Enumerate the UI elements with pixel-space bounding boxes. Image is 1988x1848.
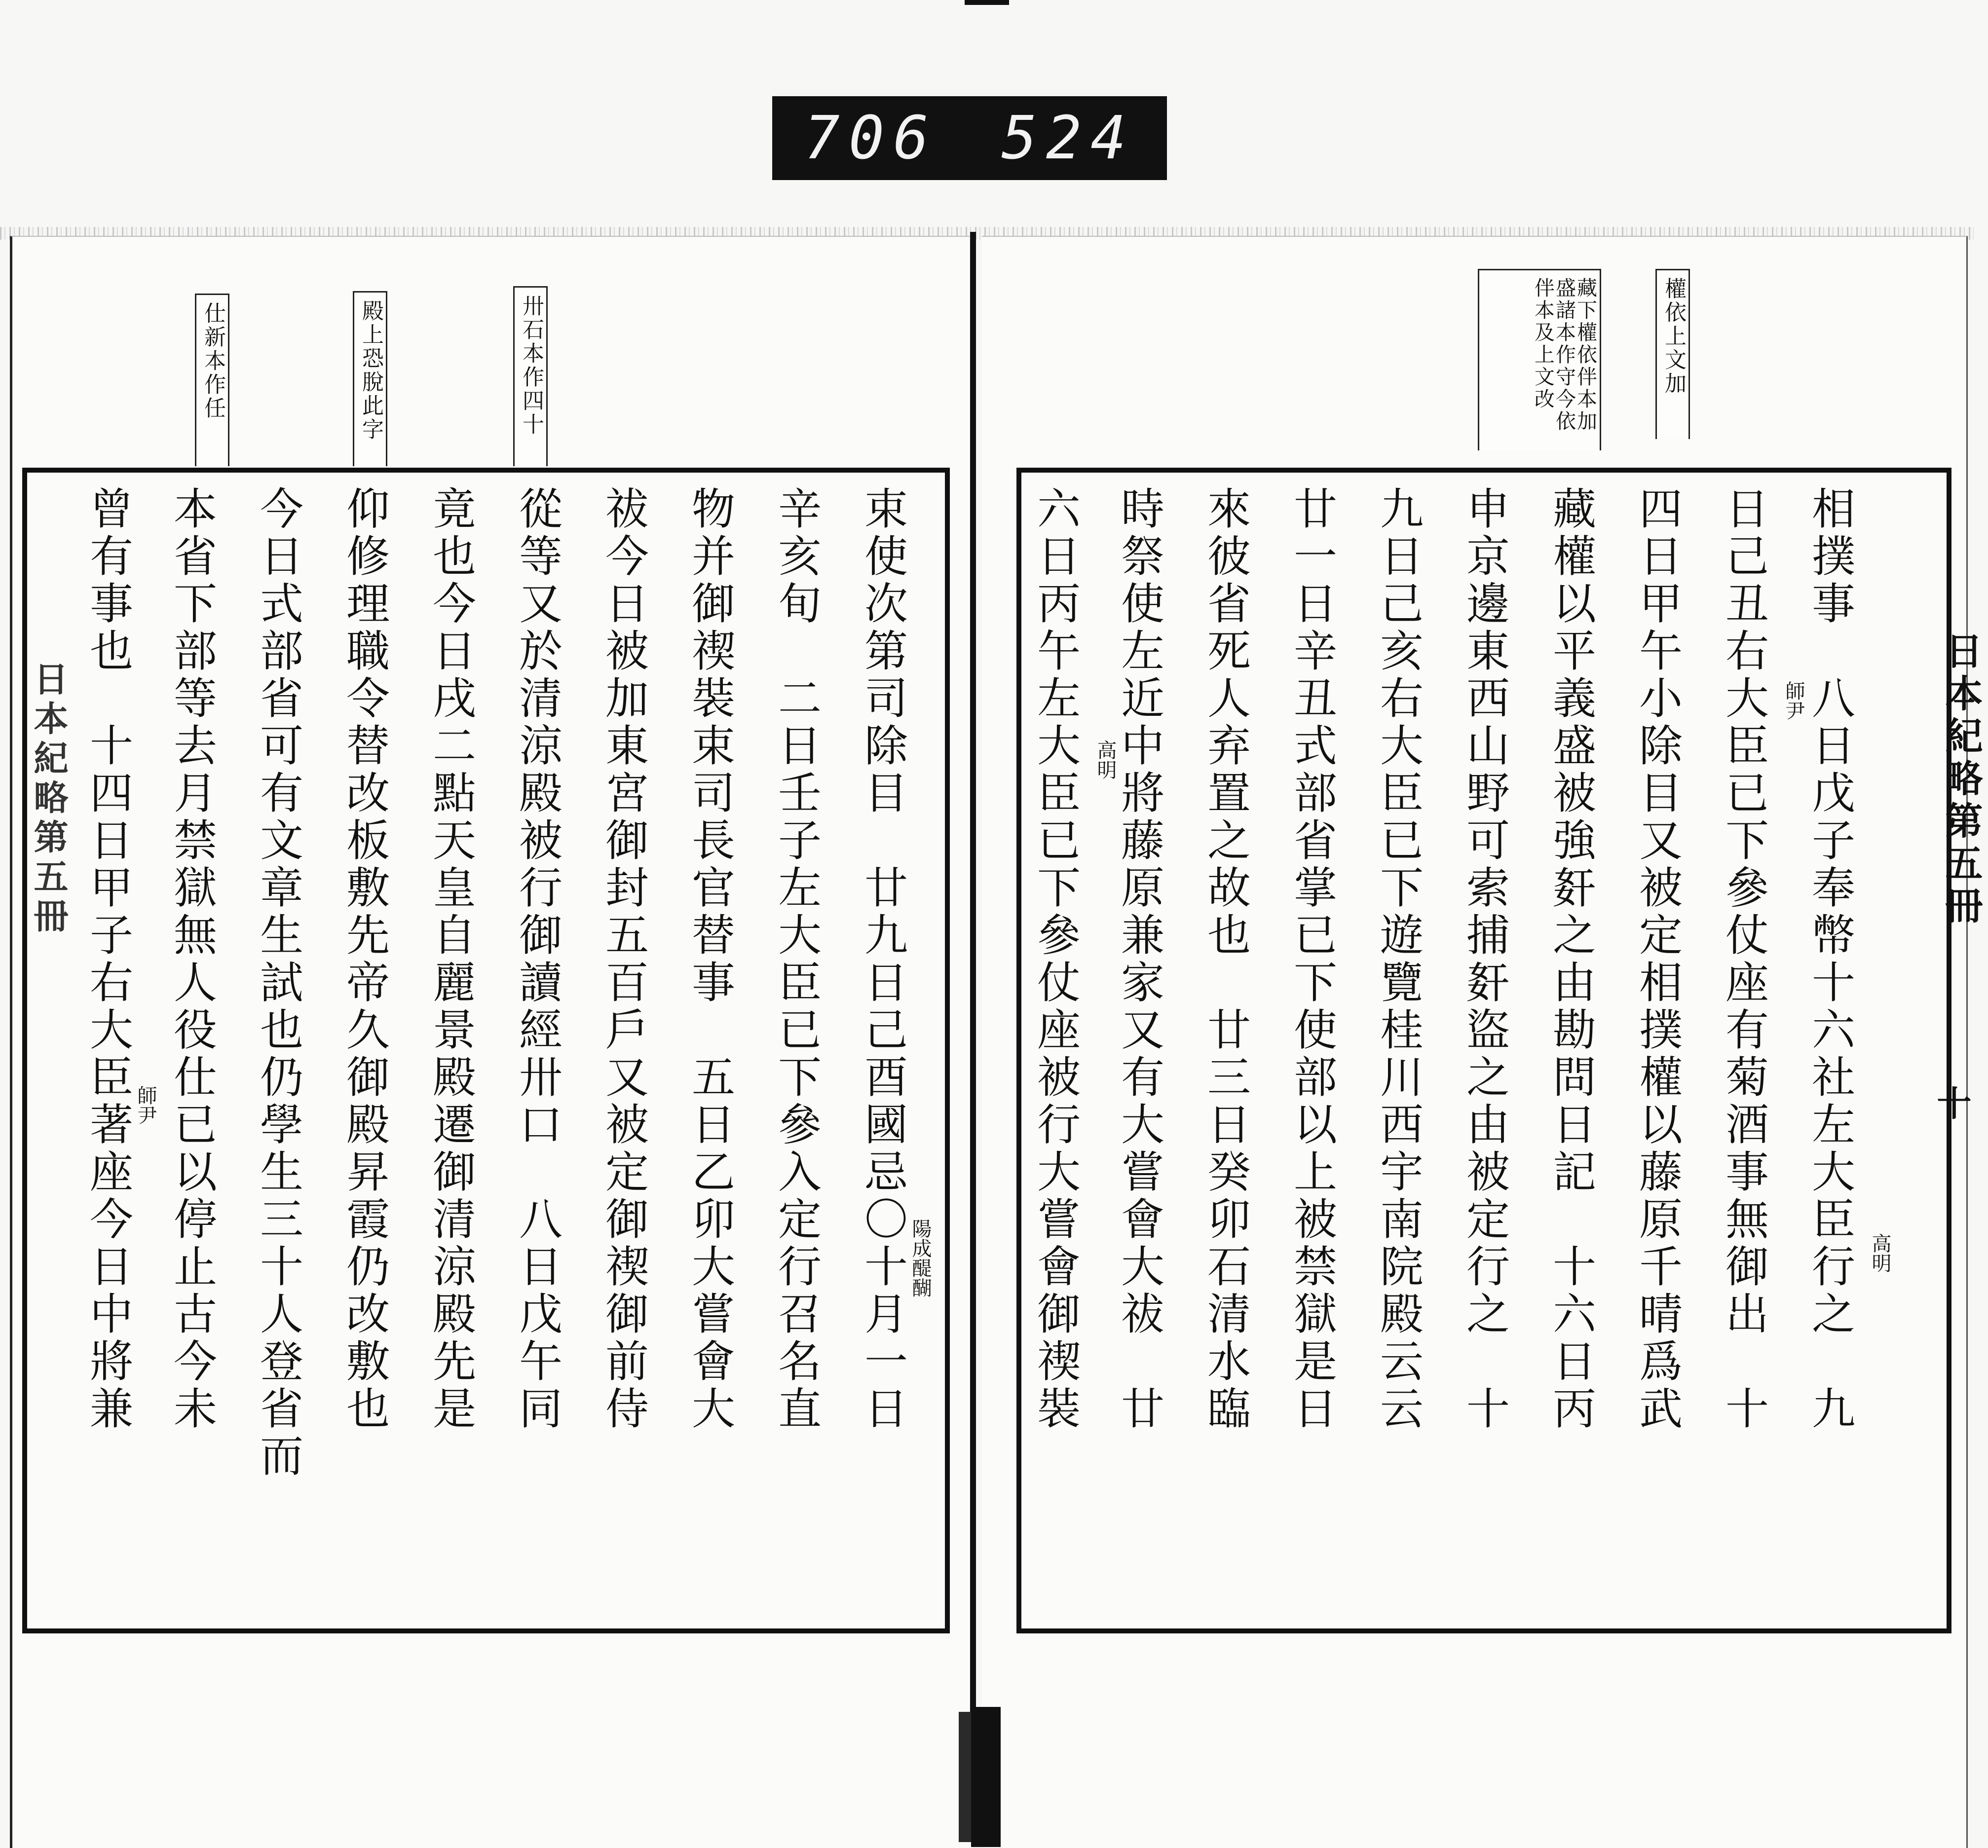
right-column-7: 廿一日辛丑式部省掌已下使部以上被禁獄是日	[1287, 486, 1338, 1433]
right-page-number: 十	[1931, 1085, 1972, 1125]
headnote-right-1: 權依上文加	[1655, 269, 1690, 439]
right-column-3: 四日甲午小除目又被定相撲權以藤原千晴爲武	[1632, 486, 1683, 1433]
book-gutter	[970, 232, 976, 1717]
left-column-8: 今日式部省可有文章生試也仍學生三十人登省而	[253, 486, 304, 1480]
left-column-3: 物并御禊裝束司長官替事 五日乙卯大嘗會大	[685, 486, 736, 1433]
headnote-left-3: 仕新本作任	[195, 294, 229, 466]
frame-number-right: 524	[1001, 104, 1135, 173]
left-column-4: 祓今日被加東宮御封五百戶又被定御禊御前侍	[599, 486, 649, 1433]
frame-number-left: 706	[804, 104, 938, 173]
left-column-10: 曾有事也 十四日甲子右大臣著座今日中將兼	[83, 486, 134, 1433]
binding-edge-bottom	[971, 1707, 1001, 1847]
headnote-left-1: 卅石本作四十	[513, 286, 548, 466]
right-column-8: 來彼省死人弃置之故也 廿三日癸卯石清水臨	[1200, 486, 1251, 1433]
left-column-2: 辛亥旬 二日壬子左大臣已下參入定行召名直	[771, 486, 822, 1433]
right-margin-title: 日本紀略第五冊	[1939, 631, 1983, 928]
right-column-4: 藏權以平義盛被強姧之由勘問日記 十六日丙	[1546, 486, 1597, 1433]
right-column-1: 相撲事 八日戊子奉幣十六社左大臣行之 九	[1805, 486, 1856, 1433]
headnote-left-2: 殿上恐脫此字	[353, 291, 387, 466]
right-column-9: 時祭使左近中將藤原兼家又有大嘗會大祓 廿	[1114, 486, 1165, 1433]
left-column-9: 本省下部等去月禁獄無人役仕已以停止古今未	[167, 486, 218, 1433]
interlinear-note-right-2: 師尹	[1782, 681, 1805, 720]
interlinear-note-right-3: 高明	[1094, 740, 1117, 779]
binding-edge-top	[965, 0, 1009, 5]
left-column-1: 束使次第司除目 廿九日己酉國忌〇十月一日	[858, 486, 908, 1433]
right-column-6: 九日己亥右大臣已下遊覽桂川西宇南院殿云云	[1373, 486, 1424, 1433]
left-column-5: 從等又於清涼殿被行御讀經卅口 八日戊午同	[512, 486, 563, 1433]
frame-number-label	[772, 96, 1167, 180]
left-margin-title: 日本紀略第五冊	[28, 661, 69, 937]
interlinear-note-left-1: 陽成醍醐	[909, 1219, 932, 1297]
right-column-5: 申京邊東西山野可索捕姧盜之由被定行之 十	[1460, 486, 1510, 1433]
right-column-10: 六日丙午左大臣已下參仗座被行大嘗會御禊裝	[1030, 486, 1081, 1433]
left-column-6: 竟也今日戌二點天皇自麗景殿遷御清涼殿先是	[426, 486, 477, 1433]
headnote-right-2: 藏下權依伴本加盛諸本作守今依伴本及上文改	[1478, 269, 1601, 450]
interlinear-note-left-2: 師尹	[134, 1085, 157, 1125]
interlinear-note-right-1: 高明	[1869, 1233, 1891, 1273]
left-column-7: 仰修理職令替改板敷先帝久御殿昇霞仍改敷也	[339, 486, 390, 1433]
right-column-2: 日己丑右大臣已下參仗座有菊酒事無御出 十	[1719, 486, 1769, 1433]
